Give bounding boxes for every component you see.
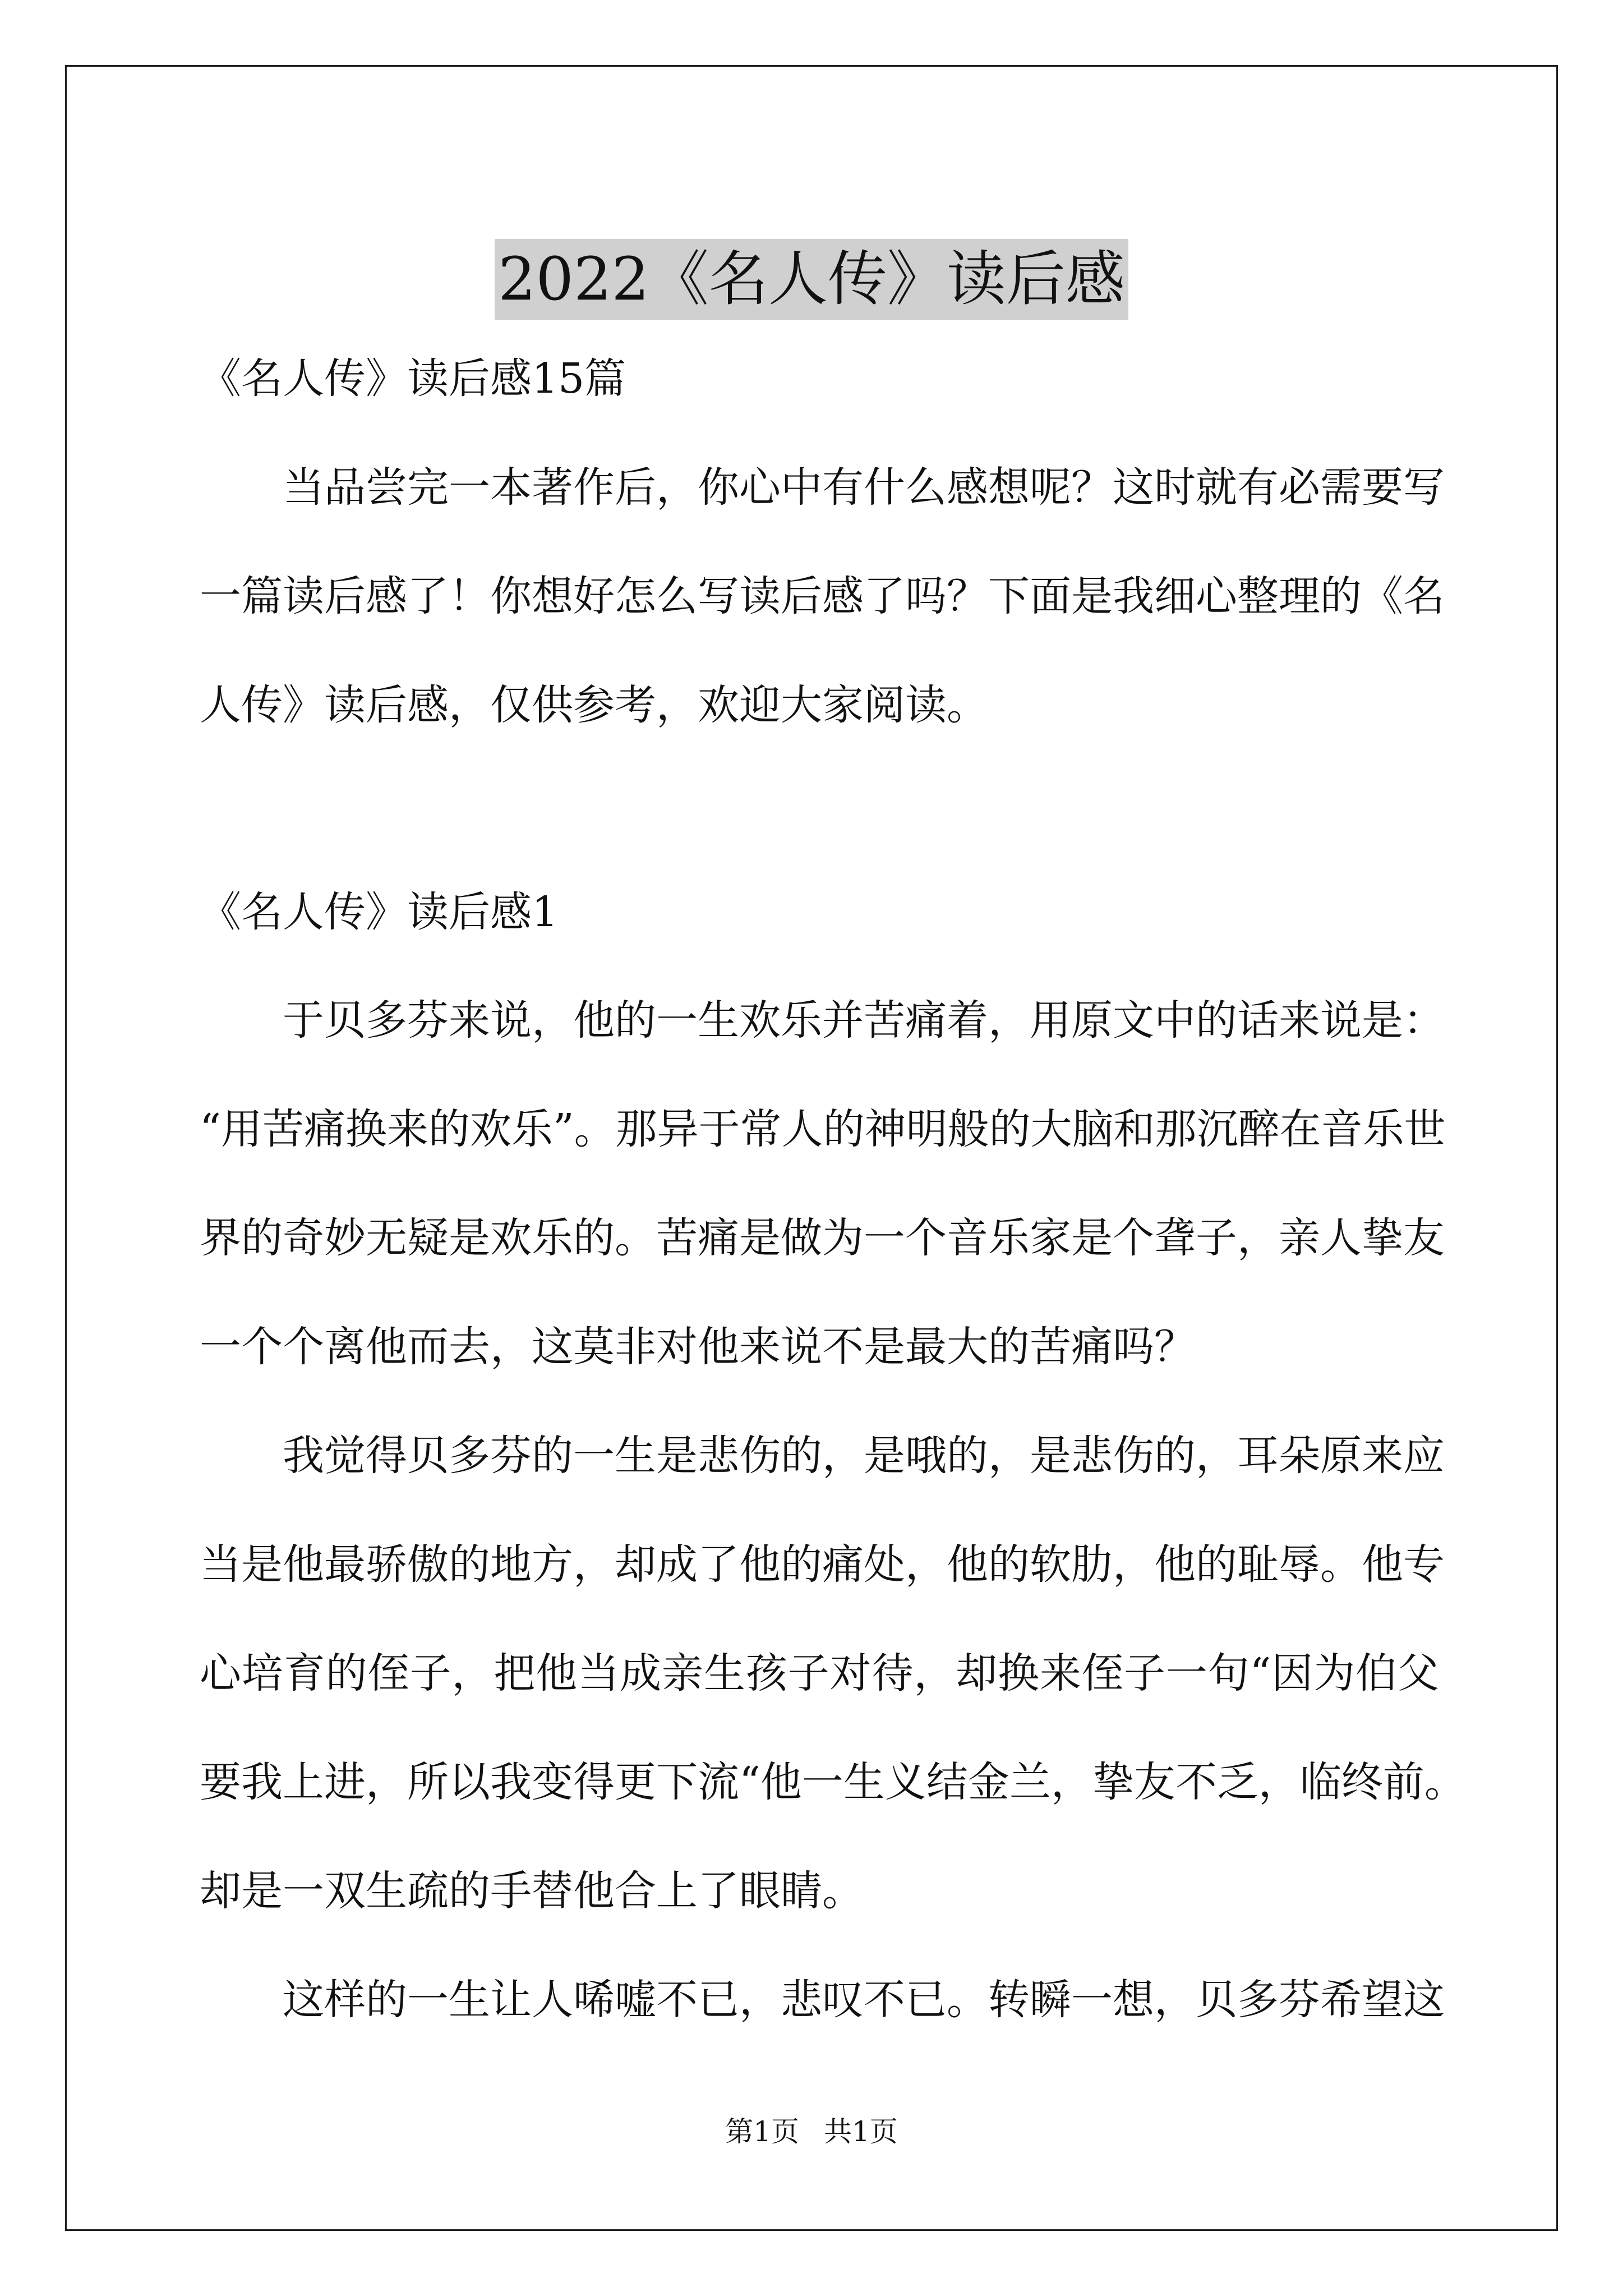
paragraph2-line-3: 心培育的侄子，把他当成亲生孩子对待，却换来侄子一句“因为伯父	[200, 1649, 1439, 1697]
subtitle: 《名人传》读后感15篇	[200, 355, 626, 403]
page-footer	[0, 2115, 1623, 2148]
paragraph1-line-4: 一个个离他而去，这莫非对他来说不是最大的苦痛吗？	[200, 1323, 1196, 1371]
intro-line-1: 当品尝完一本著作后，你心中有什么感想呢？这时就有必需要写	[283, 463, 1445, 512]
intro-line-3: 人传》读后感，仅供参考，欢迎大家阅读。	[200, 681, 988, 729]
document-title: 2022《名人传》读后感	[495, 239, 1128, 320]
paragraph1-line-2: “用苦痛换来的欢乐”。那异于常人的神明般的大脑和那沉醉在音乐世	[200, 1105, 1446, 1153]
paragraph2-line-4: 要我上进，所以我变得更下流“他一生义结金兰，挚友不乏，临终前。	[200, 1758, 1466, 1806]
paragraph1-line-3: 界的奇妙无疑是欢乐的。苦痛是做为一个音乐家是个聋子，亲人挚友	[200, 1214, 1445, 1262]
paragraph3-line-1: 这样的一生让人唏嘘不已，悲叹不已。转瞬一想，贝多芬希望这	[283, 1976, 1445, 2024]
section-heading: 《名人传》读后感1	[200, 888, 559, 936]
paragraph2-line-1: 我觉得贝多芬的一生是悲伤的，是哦的，是悲伤的，耳朵原来应	[283, 1432, 1445, 1480]
paragraph2-line-5: 却是一双生疏的手替他合上了眼睛。	[200, 1867, 864, 1915]
page-number-current: 第1页	[725, 2115, 800, 2148]
title-container	[0, 199, 1623, 360]
page-number-total: 共1页	[823, 2115, 898, 2148]
intro-line-2: 一篇读后感了！你想好怎么写读后感了吗？下面是我细心整理的《名	[200, 572, 1445, 620]
paragraph2-line-2: 当是他最骄傲的地方，却成了他的痛处，他的软肋，他的耻辱。他专	[200, 1540, 1445, 1589]
paragraph1-line-1: 于贝多芬来说，他的一生欢乐并苦痛着，用原文中的话来说是：	[283, 996, 1445, 1045]
